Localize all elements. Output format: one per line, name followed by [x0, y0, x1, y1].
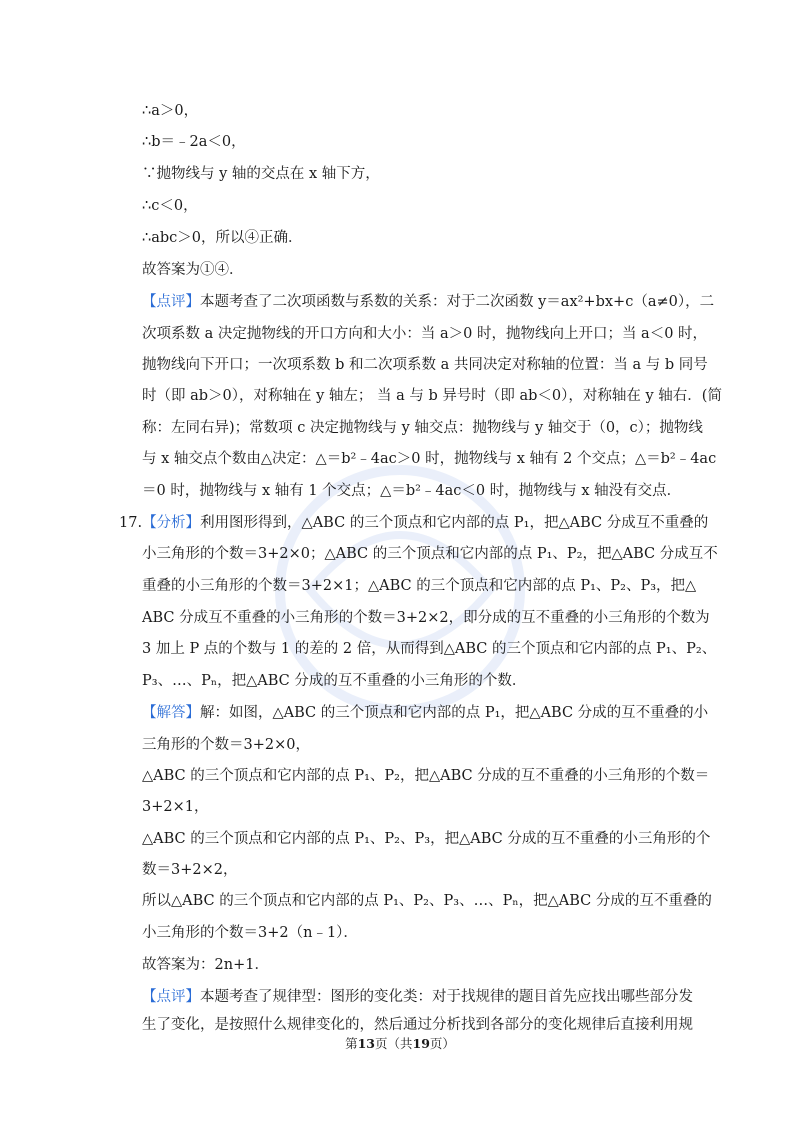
text-line: 时（即 ab＞0），对称轴在 y 轴左； 当 a 与 b 异号时（即 ab＜0），对称轴在 y 轴右．(简 — [142, 388, 722, 404]
solution-tag: 【解答】 — [142, 705, 200, 721]
footer-prefix: 第 — [345, 1036, 358, 1051]
text-line: ＝0 时，抛物线与 x 轴有 1 个交点；△＝b²﹣4ac＜0 时，抛物线与 x 轴没有交点． — [142, 483, 682, 499]
text-line: 3+2×1， — [142, 799, 209, 815]
text-line: 称：左同右异)；常数项 c 决定抛物线与 y 轴交点：抛物线与 y 轴交于（0，c）；抛物线 — [142, 420, 703, 436]
text-line: △ABC 的三个顶点和它内部的点 P₁、P₂，把△ABC 分成的互不重叠的小三角形的个数＝ — [142, 768, 710, 784]
text-line: ∴abc＞0，所以④正确． — [142, 230, 303, 246]
footer-page-number: 13 — [357, 1036, 375, 1051]
comment-tag: 【点评】 — [142, 294, 200, 310]
comment-line — [142, 292, 714, 312]
text-span: 解：如图，△ABC 的三个顶点和它内部的点 P₁，把△ABC 分成的互不重叠的小 — [200, 705, 709, 721]
footer-suffix: 页） — [429, 1036, 455, 1051]
text-line: ∴b＝﹣2a＜0， — [142, 134, 246, 150]
text-line: △ABC 的三个顶点和它内部的点 P₁、P₂、P₃，把△ABC 分成的互不重叠的小三角形的个 — [142, 831, 711, 847]
footer-mid: 页（共 — [374, 1036, 413, 1051]
text-line: 小三角形的个数＝3+2×0；△ABC 的三个顶点和它内部的点 P₁、P₂，把△ABC 分成互不 — [142, 546, 718, 562]
text-span: 本题考查了二次项函数与系数的关系：对于二次函数 y＝ax²+bx+c（a≠0），二 — [200, 294, 715, 310]
page-footer — [0, 1034, 800, 1052]
analysis-tag: 【分析】 — [142, 515, 201, 531]
text-line: ∴c＜0， — [142, 198, 198, 214]
text-line: ∴a＞0， — [142, 103, 199, 119]
text-line: 所以△ABC 的三个顶点和它内部的点 P₁、P₂、P₃、…、Pₙ，把△ABC 分成的互不重叠的 — [142, 893, 712, 909]
analysis-line — [119, 513, 708, 533]
comment-tag: 【点评】 — [142, 989, 200, 1005]
text-line: 重叠的小三角形的个数＝3+2×1；△ABC 的三个顶点和它内部的点 P₁、P₂、P₃，把△ — [142, 578, 697, 594]
text-line: ∵抛物线与 y 轴的交点在 x 轴下方， — [142, 166, 380, 182]
text-line: 抛物线向下开口；一次项系数 b 和二次项系数 a 共同决定对称轴的位置：当 a 与 b 同号 — [142, 357, 708, 373]
text-line: 数＝3+2×2， — [142, 862, 238, 878]
text-line: 与 x 轴交点个数由△决定：△＝b²﹣4ac＞0 时，抛物线与 x 轴有 2 个交点；△＝b²﹣4ac — [142, 451, 717, 467]
text-line: 生了变化，是按照什么规律变化的，然后通过分析找到各部分的变化规律后直接利用规 — [142, 1017, 693, 1033]
text-line: 3 加上 P 点的个数与 1 的差的 2 倍，从而得到△ABC 的三个顶点和它内部的点 P₁、P₂、 — [142, 641, 717, 657]
text-line: 故答案为：2n+1． — [142, 957, 269, 973]
text-span: 本题考查了规律型：图形的变化类：对于找规律的题目首先应找出哪些部分发 — [200, 989, 693, 1005]
question-number: 17. — [119, 515, 143, 531]
text-span: 利用图形得到，△ABC 的三个顶点和它内部的点 P₁，把△ABC 分成互不重叠的 — [200, 515, 709, 531]
footer-total-pages: 19 — [412, 1036, 430, 1051]
solution-line — [142, 703, 708, 723]
text-line: 次项系数 a 决定抛物线的开口方向和大小：当 a＞0 时，抛物线向上开口；当 a＜0 时， — [142, 326, 708, 342]
text-line: ABC 分成互不重叠的小三角形的个数＝3+2×2，即分成的互不重叠的小三角形的个数为 — [142, 610, 710, 626]
text-line: 三角形的个数＝3+2×0， — [142, 737, 310, 753]
text-line: P₃、…、Pₙ，把△ABC 分成的互不重叠的小三角形的个数． — [142, 673, 527, 689]
text-line: 小三角形的个数＝3+2（n﹣1）． — [142, 925, 358, 941]
text-line: 故答案为①④． — [142, 262, 244, 278]
comment-line — [142, 987, 693, 1007]
